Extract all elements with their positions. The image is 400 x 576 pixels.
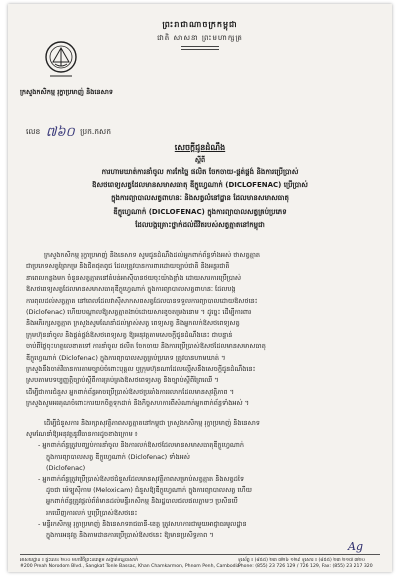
reference-line xyxy=(26,124,111,143)
body-line: ក្នុងការអនុវត្ត និងតាមដានការប្រើប្រាស់ឱសថនេះ ឱ្យមានប្រសិទ្ធភាព ។ xyxy=(46,531,214,540)
footer-contact xyxy=(238,558,382,570)
ministry-name: ក្រសួងកសិកម្ម រុក្ខាប្រមាញ់ និងនេសាទ xyxy=(20,88,113,96)
header-ornament xyxy=(181,46,219,50)
body-line: ក្រុមហ៊ុននាំចូល និងផ្គត់ផ្គង់ឱសថពេទ្យសត្វ ឱ្យអនុវត្តតាមសេចក្ដីជូនដំណឹងនេះ ជាបន្ទាន់ xyxy=(26,330,233,339)
body-line: ក្រសួងនឹងចាត់វិធានការតាមច្បាប់ចំពោះបុគ្គល ឬក្រុមហ៊ុនណាដែលល្មើសនឹងសេចក្ដីជូនដំណឹងនេះ xyxy=(26,365,256,374)
reference-number: ៧៦០ xyxy=(45,125,75,140)
body-line: រកឃើញការលក់ ឬប្រើប្រាស់ឱសថនេះ xyxy=(46,508,138,517)
document-heading: សេចក្ដីជូនដំណឹង xyxy=(174,143,226,152)
body-line: អ្នកពាក់ព័ន្ធត្រូវផ្ដល់ព័ត៌មានដល់មន្ទីរកសិកម្ម និងរដ្ឋបាលជលផលភ្លាមៗ ប្រសិនបើ xyxy=(46,497,238,506)
ministry-emblem-icon xyxy=(42,38,80,82)
body-line: ក្រសួងកសិកម្ម រុក្ខាប្រមាញ់ និងនេសាទ សូមជូនដំណឹងដល់អ្នកពាក់ព័ន្ធទាំងអស់ ថាសត្វត្មាត xyxy=(44,251,261,259)
phone-line: ទូរស័ព្ទ ៖ (៨៥៥) ២៣ ៧២៦ ១២៩ ទូរសារ ៖ (៨៥៥) ២៣ ២១៧ ៣២០ xyxy=(238,558,365,563)
body-line: ដូចជា ម៉េឡូស៊ីកាម (Meloxicam) ជំនួសឱ្យឌីក្លូហ្វេណាក់ ក្នុងការព្យាបាលសត្វ ហើយ xyxy=(46,486,252,495)
document-page xyxy=(8,4,392,572)
body-line: (Diclofenac) ហើយបណ្ដាលឱ្យសត្វត្មាតងាប់ដោយសារខូចតម្រងនោម ។ ដូច្នេះ ដើម្បីការពារ xyxy=(26,308,252,317)
body-paragraph-2 xyxy=(26,418,374,541)
bullet-item: - អ្នកពាក់ព័ន្ធត្រូវបញ្ឈប់ការនាំចូល និងការលក់ឱសថដែលមានសមាសធាតុឌីក្លូហ្វេណាក់ xyxy=(38,441,245,450)
phone-line: Phone: (855) 23 726 129 / 726 129, Fax: (855) 23 217 320 xyxy=(238,564,373,569)
footer-divider xyxy=(20,554,380,555)
initials-mark: Ag xyxy=(348,540,363,553)
title-line: ដែលបង្កគ្រោះថ្នាក់ដល់ជីវិតរបស់សត្វត្មាតនៅកម្ពុជា xyxy=(135,220,265,229)
body-line: ក្រសួងសូមអរគុណចំពោះការយកចិត្តទុកដាក់ និងកិច្ចសហការពីសំណាក់អ្នកពាក់ព័ន្ធទាំងអស់ ។ xyxy=(26,399,249,408)
title-line: ឱសថពេទ្យសត្វដែលមានសមាសធាតុ ឌីក្លូហ្វេណាក់ (DICLOFENAC) ប្រើប្រាស់ xyxy=(92,181,308,190)
bullet-item: - មន្ទីរកសិកម្ម រុក្ខាប្រមាញ់ និងនេសាទរាជធានី-ខេត្ត ត្រូវសហការជាមួយអាជ្ញាធរមូលដ្ឋាន xyxy=(38,519,247,528)
body-line: ការពុលដល់សត្វត្មាត នៅពេលដែលវាស៊ីសាកសពសត្វដែលបានទទួលការព្យាបាលដោយឱសថនេះ xyxy=(26,296,258,305)
document-title xyxy=(36,166,364,232)
body-line: ឱសថពេទ្យសត្វដែលមានសមាសធាតុឌីក្លូហ្វេណាក់ ក្នុងការព្យាបាលសត្វពាហនៈ ដែលបង្ក xyxy=(26,285,236,294)
kingdom-header: ព្រះរាជាណាចក្រកម្ពុជា xyxy=(162,20,238,29)
title-line: ក្នុងការព្យាបាលសត្វពាហនៈ និងសត្វលំនៅដ្ឋាន ដែលមានសមាសធាតុ xyxy=(111,194,289,203)
footer-address xyxy=(20,558,240,570)
bullet-item: - អ្នកពាក់ព័ន្ធត្រូវប្រើប្រាស់ឱសថជំនួសដែលមានសុវត្ថិភាពសម្រាប់សត្វត្មាត និងសត្វដទៃ xyxy=(38,475,245,484)
title-line: ការហាមឃាត់ការនាំចូល ការកែច្នៃ ផលិត ចែកចាយ-ផ្គត់ផ្គង់ និងការប្រើប្រាស់ xyxy=(101,168,299,176)
body-line: ឌីក្លូហ្វេណាក់ (Diclofenac) ក្នុងការព្យាបាលសត្វគ្រប់ប្រភេទ ត្រូវបានហាមឃាត់ ។ xyxy=(26,353,226,362)
body-line: ជាប្រភេទសត្វព្រៃកម្រ និងជិតផុតពូជ ដែលត្រូវបានការពារដោយច្បាប់ជាតិ និងអន្តរជាតិ xyxy=(26,262,230,271)
address-line: អាសយដ្ឋាន ៖ ផ្ទះលេខ ២០០ មហាវិថីព្រះនរោត្ដម សង្កាត់ទន្លេបាសាក់ xyxy=(20,558,139,563)
body-line: ក្នុងការព្យាបាលសត្វ ឌីក្លូហ្វេណាក់ (Diclofenac) ទាំងអស់ xyxy=(46,452,190,461)
body-line: សូមណែនាំឱ្យអនុវត្តនូវវិធានការដូចខាងក្រោម ៖ xyxy=(26,430,138,439)
address-line: #200 Preah Norodom Blvd., Sangkat Tonle Bassac, Khan Chamkarmon, Phnom Penh, Cambodia xyxy=(20,564,240,569)
body-line: ចាប់ពីថ្ងៃចុះហត្ថលេខាតទៅ ការនាំចូល ផលិត ចែកចាយ និងការប្រើប្រាស់ឱសថដែលមានសមាសធាតុ xyxy=(26,342,266,351)
reference-code: ប្រក.កសក xyxy=(80,127,111,136)
body-line: និងអភិរក្សសត្វត្មាត ក្រសួងសូមណែនាំដល់ម្ចាស់សត្វ ពេទ្យសត្វ និងអ្នកលក់ឱសថពេទ្យសត្វ xyxy=(26,319,240,328)
reference-prefix: លេខ xyxy=(26,127,41,136)
body-line: ស្របតាមបទប្បញ្ញត្តិច្បាប់ស្ដីពីការគ្រប់គ្រងឱសថពេទ្យសត្វ និងច្បាប់ស្ដីពីព្រៃឈើ ។ xyxy=(26,376,219,385)
body-line: ដើម្បីជាការជំនួស អ្នកពាក់ព័ន្ធអាចប្រើប្រាស់ឱសថប្រឆាំងការរលាកដែលមានសុវត្ថិភាព ។ xyxy=(26,387,235,396)
subject-label: ស្ដីពី xyxy=(194,156,206,164)
title-line: ឌីក្លូហ្វេណាក់ (DICLOFENAC) ក្នុងការព្យាបាលសត្វគ្រប់ប្រភេទ xyxy=(113,207,287,216)
national-motto: ជាតិ សាសនា ព្រះមហាក្សត្រ xyxy=(157,34,243,42)
body-line: (Diclofenac) xyxy=(46,463,86,472)
body-line: នាពេលកន្លងមក ចំនួនសត្វត្មាតនៅតំបន់អាស៊ីបានថយចុះយ៉ាងខ្លាំង ដោយសារការប្រើប្រាស់ xyxy=(26,273,242,282)
body-paragraph-1 xyxy=(26,250,374,410)
body-line: ដើម្បីជំនួសការ និងរក្សាសុវត្ថិភាពសត្វត្មាតនៅកម្ពុជា ក្រសួងកសិកម្ម រុក្ខាប្រមាញ់ និងនេសាទ xyxy=(44,419,261,427)
